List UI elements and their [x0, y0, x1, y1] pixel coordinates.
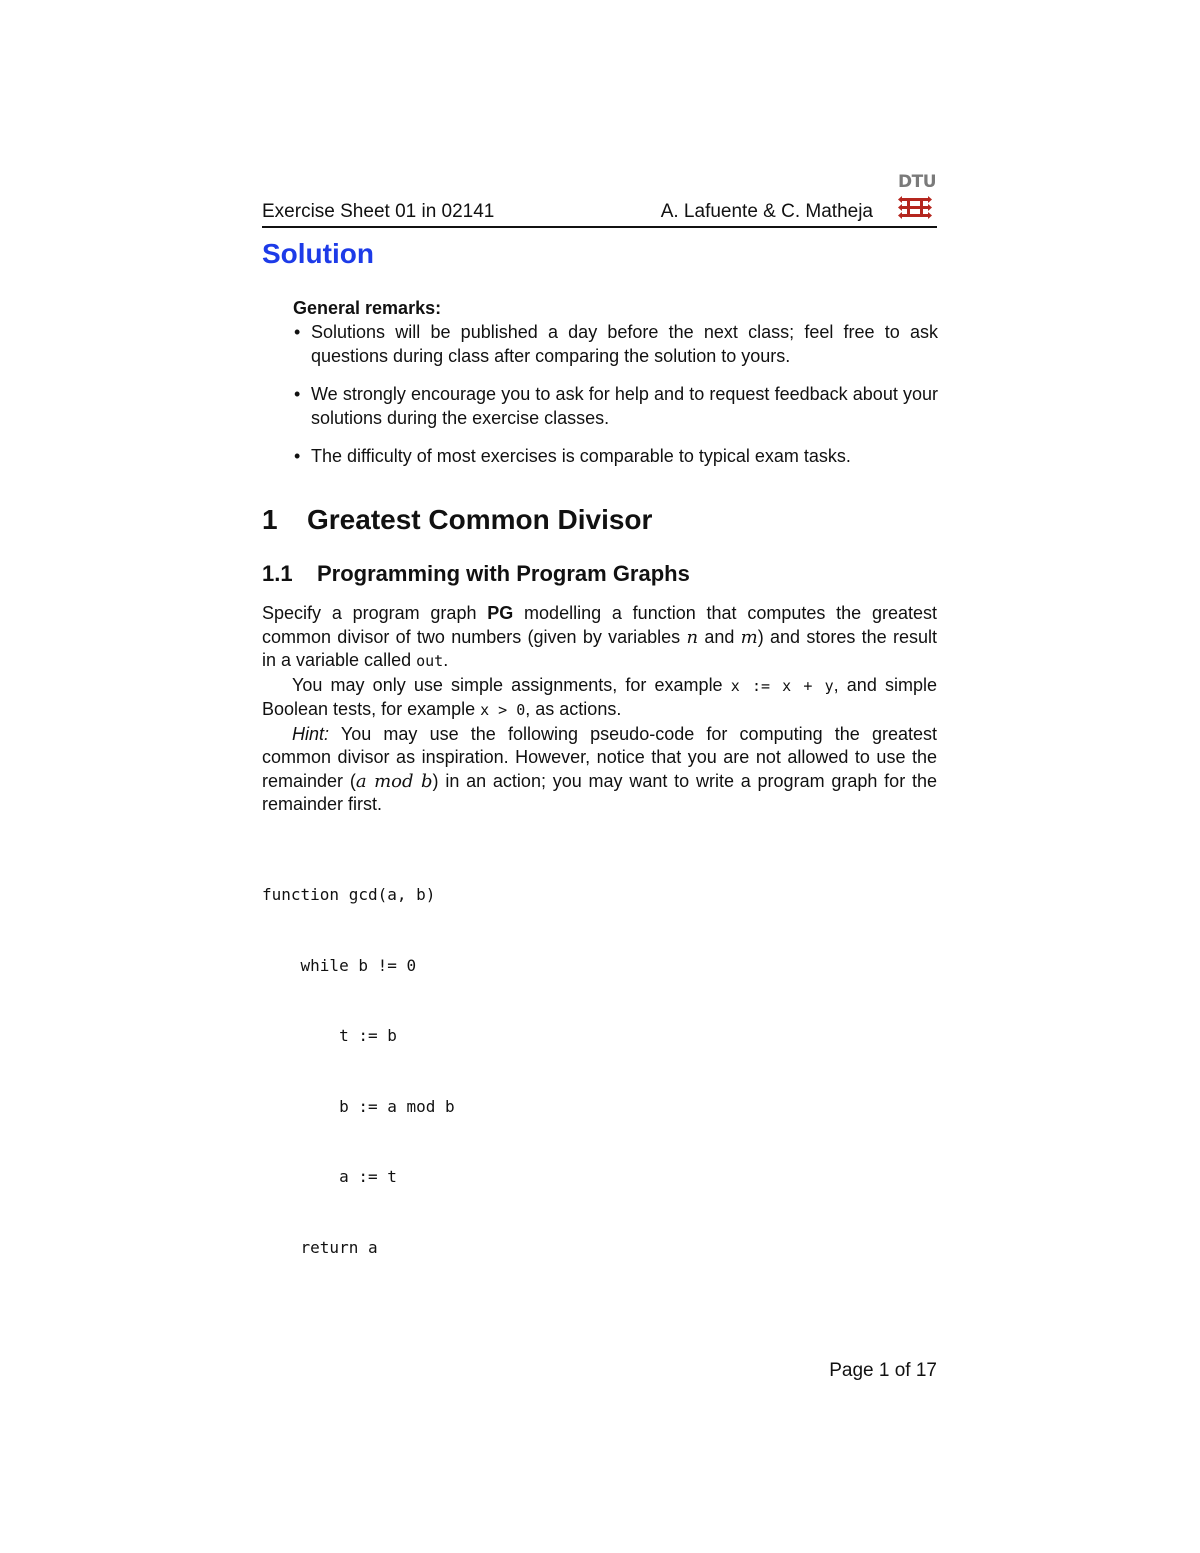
list-item: [293, 444, 938, 468]
bullet-icon: •: [294, 384, 301, 404]
page-number: Page 1 of 17: [829, 1360, 937, 1381]
section-number: 1: [262, 504, 278, 535]
section-heading: [262, 504, 652, 536]
subsection-number: 1.1: [262, 561, 293, 586]
header-authors: A. Lafuente & C. Matheja: [660, 201, 873, 222]
remarks-list: [293, 320, 938, 468]
subsection-heading: [262, 561, 690, 587]
code-line: t := b: [262, 1026, 397, 1045]
code-line: a := t: [262, 1167, 397, 1186]
code-line: return a: [262, 1237, 378, 1257]
bullet-icon: •: [294, 446, 301, 466]
text-run: ) in an action; you may want to write a program graph for the remainder first.: [262, 770, 937, 814]
variable-out: out: [416, 652, 444, 670]
list-item: [293, 382, 938, 430]
code-line: function gcd(a, b): [262, 885, 436, 904]
remarks-heading: General remarks:: [293, 298, 442, 318]
constraints-paragraph: [262, 674, 937, 723]
header-rule: [262, 226, 937, 228]
text-run: You may use the following pseudo-code for computing the greatest common divisor as inspiration. However, notice that you are not allowed to use the remainder (: [262, 723, 937, 791]
text-run: and: [698, 626, 741, 647]
list-item: [293, 320, 938, 368]
remark-text: We strongly encourage you to ask for help and to request feedback about your solutions during the exercise classes.: [311, 384, 938, 428]
code-line: b := a mod b: [262, 1096, 455, 1116]
remark-text: Solutions will be published a day before the next class; feel free to ask questions during class after comparing the solution to yours.: [311, 322, 938, 366]
text-run: modelling a function that computes the greatest common divisor of two numbers (given by variables: [262, 603, 937, 647]
code-line: while b != 0: [262, 955, 417, 975]
text-run: ) and stores the result in a variable called: [262, 626, 937, 670]
variable-n: n: [686, 626, 699, 648]
header-course-title: Exercise Sheet 01 in 02141: [262, 201, 495, 222]
test-example: x > 0: [480, 701, 526, 719]
text-run: You may only use simple assignments, for example: [292, 674, 731, 695]
dtu-logo: [898, 172, 937, 220]
mod-expression: a mod b: [355, 770, 433, 792]
general-remarks: [293, 296, 938, 482]
text-run: .: [443, 650, 449, 670]
text-run: Specify a program graph: [262, 603, 488, 623]
hint-label: Hint:: [292, 723, 330, 744]
bullet-icon: •: [294, 322, 301, 342]
assignment-example: x := x + y: [730, 676, 834, 695]
text-run: , as actions.: [525, 699, 622, 719]
exercise-body: [262, 602, 937, 817]
variable-m: m: [740, 626, 758, 648]
dtu-logo-text: DTU: [898, 172, 937, 192]
section-title: Greatest Common Divisor: [307, 504, 653, 535]
task-paragraph: [262, 602, 937, 674]
remark-text: The difficulty of most exercises is comparable to typical exam tasks.: [311, 446, 851, 466]
dtu-logo-mark-icon: [898, 196, 932, 220]
pseudo-code-block: [262, 836, 455, 1306]
program-graph-term: PG: [487, 603, 514, 623]
subsection-title: Programming with Program Graphs: [317, 561, 690, 586]
page-header: [262, 166, 937, 228]
hint-paragraph: [262, 723, 937, 817]
solution-heading: Solution: [262, 238, 374, 269]
text-run: , and simple Boolean tests, for example: [262, 674, 937, 719]
